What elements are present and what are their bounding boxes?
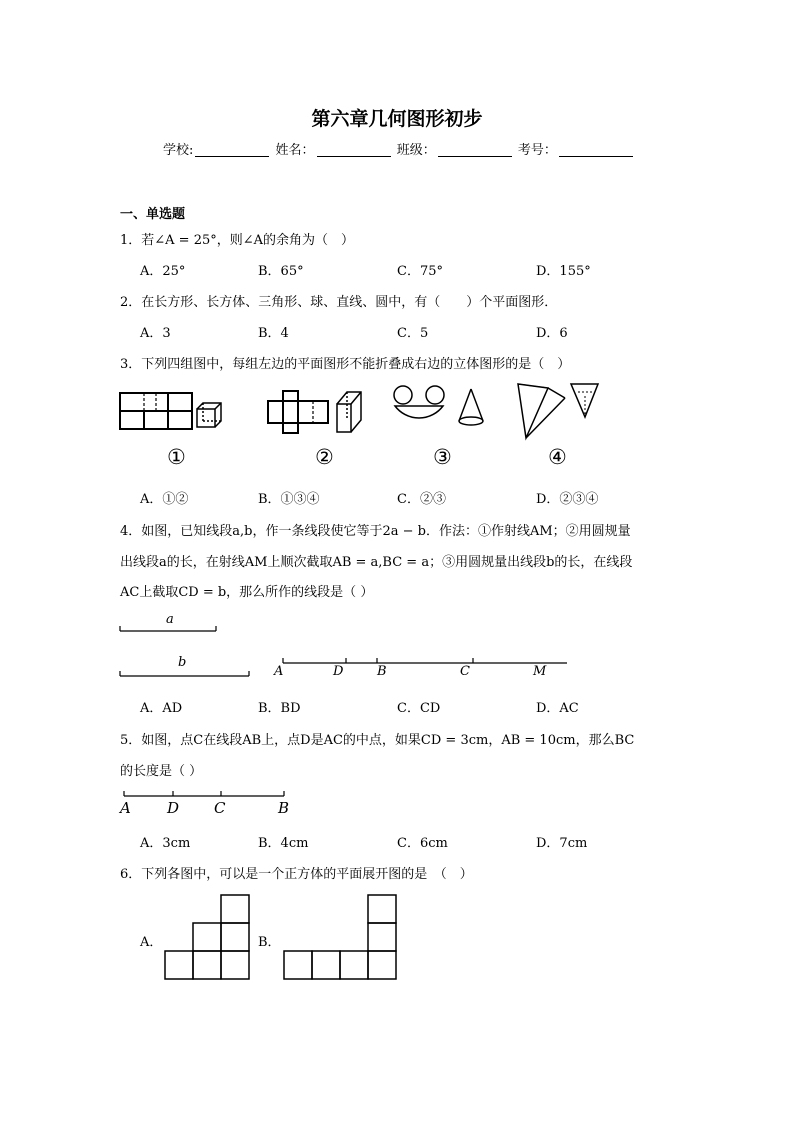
q4-option-b[interactable]: B．BD xyxy=(258,701,301,716)
name-label: 姓名： xyxy=(275,143,315,158)
q5-option-c[interactable]: C．6cm xyxy=(397,836,448,851)
q3-option-c[interactable]: C．②③ xyxy=(397,492,446,507)
number-label: 考号： xyxy=(517,143,557,158)
point-b-label: B xyxy=(377,664,387,679)
q3-stem: 3．下列四组图中，每组左边的平面图形不能折叠成右边的立体图形的是（ ） xyxy=(120,357,571,372)
q4-stem-line-1: 4．如图，已知线段a,b，作一条线段使它等于2a − b．作法：①作射线AM；②用圆规量 xyxy=(120,524,631,539)
point-a-label: A xyxy=(274,664,284,679)
figure-label-3: ③ xyxy=(433,445,452,469)
q2-option-b[interactable]: B．4 xyxy=(258,326,289,341)
school-label: 学校: xyxy=(163,143,194,158)
segment-a-label: a xyxy=(166,612,174,627)
q5-point-b: B xyxy=(278,799,290,817)
q3-option-d[interactable]: D．②③④ xyxy=(536,492,599,507)
point-m-label: M xyxy=(533,664,547,679)
q6-option-b[interactable]: B． xyxy=(258,935,281,950)
q5-stem-line-2: 的长度是（ ） xyxy=(120,764,203,779)
point-d-label: D xyxy=(333,664,344,679)
figure-label-4: ④ xyxy=(548,445,567,469)
q4-option-a[interactable]: A．AD xyxy=(140,701,183,716)
class-label: 班级： xyxy=(396,143,436,158)
q1-option-d[interactable]: D．155° xyxy=(536,264,591,279)
q3-option-b[interactable]: B．①③④ xyxy=(258,492,320,507)
q2-option-a[interactable]: A．3 xyxy=(140,326,171,341)
q5-point-c: C xyxy=(214,799,226,817)
q2-stem: 2．在长方形、长方体、三角形、球、直线、圆中，有（ ）个平面图形． xyxy=(120,295,558,310)
point-c-label: C xyxy=(460,664,470,679)
section-heading: 一、单选题 xyxy=(120,207,186,222)
figure-label-1: ① xyxy=(167,445,186,469)
q5-stem-line-1: 5．如图，点C在线段AB上，点D是AC的中点，如果CD = 3cm，AB = 10cm，那么BC xyxy=(120,733,635,748)
q1-option-c[interactable]: C．75° xyxy=(397,264,443,279)
net-option-a xyxy=(165,895,249,979)
q2-option-d[interactable]: D．6 xyxy=(536,326,568,341)
q4-stem-line-2: 出线段a的长，在射线AM上顺次截取AB = a,BC = a；③用圆规量出线段b的长，在线段 xyxy=(120,555,633,570)
figure-label-2: ② xyxy=(315,445,334,469)
q1-stem: 1．若∠A = 25°，则∠A的余角为（ ） xyxy=(120,233,355,248)
net-option-b xyxy=(284,895,396,979)
page-title: 第六章几何图形初步 xyxy=(311,108,483,130)
q1-option-b[interactable]: B．65° xyxy=(258,264,304,279)
q5-point-a: A xyxy=(120,799,131,817)
q1-option-a[interactable]: A．25° xyxy=(140,264,186,279)
q6-option-a[interactable]: A． xyxy=(140,935,163,950)
segment-b-label: b xyxy=(178,655,187,670)
q4-option-c[interactable]: C．CD xyxy=(397,701,441,716)
q5-point-d: D xyxy=(167,799,180,817)
q5-option-b[interactable]: B．4cm xyxy=(258,836,309,851)
q4-option-d[interactable]: D．AC xyxy=(536,701,579,716)
q5-option-d[interactable]: D．7cm xyxy=(536,836,588,851)
q3-option-a[interactable]: A．①② xyxy=(140,492,189,507)
q5-option-a[interactable]: A．3cm xyxy=(140,836,191,851)
q4-stem-line-3: AC上截取CD = b，那么所作的线段是（ ） xyxy=(120,585,374,600)
q6-stem: 6．下列各图中，可以是一个正方体的平面展开图的是 （ ） xyxy=(120,867,473,882)
q2-option-c[interactable]: C．5 xyxy=(397,326,429,341)
